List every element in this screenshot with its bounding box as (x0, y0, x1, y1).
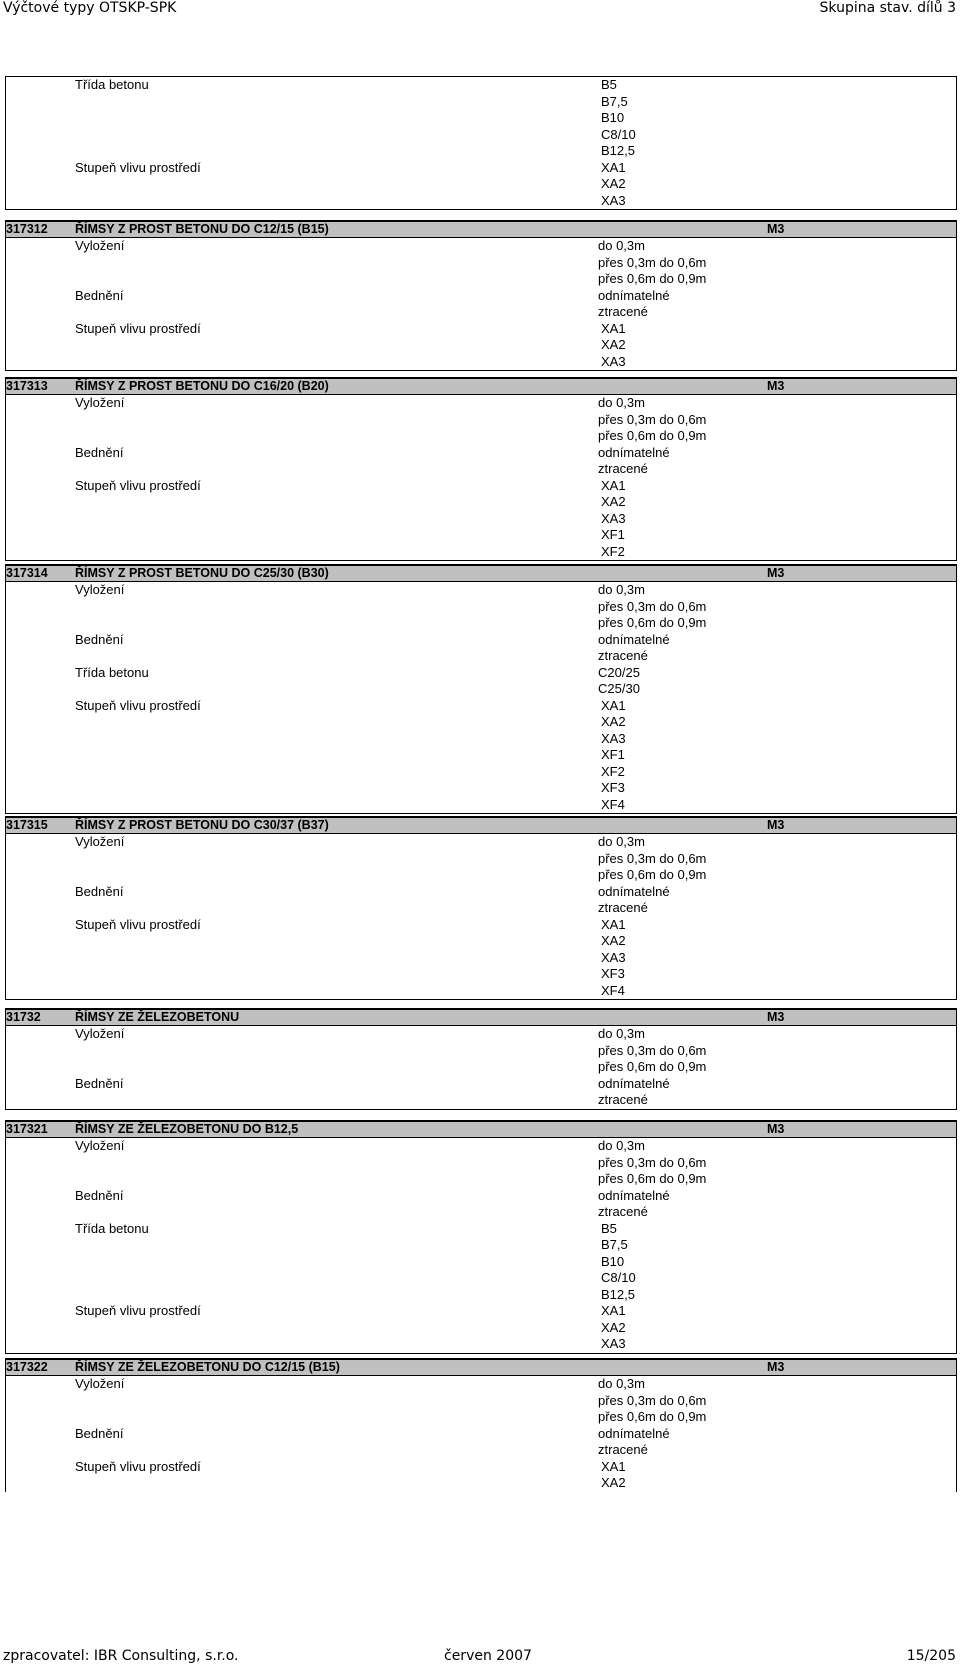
property-value: přes 0,6m do 0,9m (598, 615, 707, 630)
property-value: XF2 (601, 763, 625, 779)
item-code: 317315 (6, 818, 48, 832)
property-value: odnímatelné (598, 287, 670, 303)
property-value: B5 (601, 1220, 617, 1236)
property-label: Vyložení (75, 834, 125, 849)
property-row (6, 1426, 956, 1459)
property-values (598, 884, 956, 917)
property-value: do 0,3m (598, 395, 645, 410)
property-value: XA2 (601, 337, 626, 352)
property-values (598, 1188, 956, 1221)
property-value: přes 0,3m do 0,6m (598, 598, 707, 614)
property-value: XF2 (601, 543, 625, 559)
property-label: Bednění (75, 1075, 124, 1091)
property-values (598, 1026, 956, 1076)
property-values (598, 288, 956, 321)
property-values (598, 1376, 956, 1426)
item-title: ŘÍMSY ZE ŽELEZOBETONU DO B12,5 (75, 1122, 299, 1136)
item-code: 317314 (6, 566, 48, 580)
item-title: ŘÍMSY ZE ŽELEZOBETONU DO C12/15 (B15) (75, 1360, 340, 1374)
property-label: Stupeň vlivu prostředí (75, 320, 201, 336)
property-value: do 0,3m (598, 1376, 645, 1391)
property-row (6, 1076, 956, 1109)
item-code: 317322 (6, 1360, 48, 1374)
property-label: Bednění (75, 444, 124, 460)
property-value: XA3 (601, 510, 626, 526)
property-values (598, 77, 956, 160)
property-row (6, 632, 956, 665)
property-value: přes 0,3m do 0,6m (598, 1392, 707, 1408)
property-value: XA3 (601, 353, 626, 369)
property-value: přes 0,6m do 0,9m (598, 1059, 707, 1074)
property-value: XA2 (601, 494, 626, 509)
property-value: přes 0,3m do 0,6m (598, 1154, 707, 1170)
property-value: C8/10 (601, 1270, 636, 1285)
property-value: XA2 (601, 176, 626, 191)
property-row (6, 1188, 956, 1221)
property-row (6, 160, 956, 210)
property-value: XA1 (601, 1458, 626, 1474)
property-values (598, 665, 956, 698)
property-label: Třída betonu (75, 664, 149, 680)
author-note: zpracovatel: IBR Consulting, s.r.o. (3, 1648, 239, 1664)
item-code: 317313 (6, 379, 48, 393)
property-values (598, 1426, 956, 1459)
item-title: ŘÍMSY Z PROST BETONU DO C25/30 (B30) (75, 566, 329, 580)
property-row (6, 395, 956, 445)
property-row (6, 884, 956, 917)
property-value: XF3 (601, 966, 625, 981)
property-value: XA1 (601, 916, 626, 932)
property-values (598, 1459, 956, 1492)
property-values (598, 1303, 956, 1353)
item-unit: M3 (767, 1122, 785, 1136)
property-value: B10 (601, 1253, 625, 1269)
property-value: odnímatelné (598, 1075, 670, 1091)
property-values (598, 632, 956, 665)
item-code: 317321 (6, 1122, 48, 1136)
item-317313 (5, 377, 957, 561)
property-value: B12,5 (601, 143, 635, 158)
property-label: Stupeň vlivu prostředí (75, 916, 201, 932)
property-value: přes 0,6m do 0,9m (598, 867, 707, 882)
property-value: C25/30 (598, 681, 640, 696)
property-value: B7,5 (601, 93, 628, 109)
property-value: XA3 (601, 949, 626, 965)
property-value: XA1 (601, 1303, 626, 1318)
property-row (6, 917, 956, 1000)
property-value: XF4 (601, 982, 625, 998)
property-label: Třída betonu (75, 77, 149, 92)
property-value: do 0,3m (598, 1138, 645, 1153)
item-317315 (5, 816, 957, 1000)
property-value: ztracené (598, 900, 648, 915)
property-row (6, 698, 956, 814)
property-value: B12,5 (601, 1286, 635, 1302)
item-header (6, 1358, 956, 1376)
property-label: Stupeň vlivu prostředí (75, 1303, 201, 1318)
item-317322 (5, 1358, 957, 1492)
property-label: Stupeň vlivu prostředí (75, 697, 201, 713)
item-header (6, 220, 956, 238)
property-value: XA3 (601, 730, 626, 746)
property-value: do 0,3m (598, 1026, 645, 1041)
property-row (6, 321, 956, 371)
property-values (598, 1138, 956, 1188)
property-row (6, 478, 956, 561)
property-values (598, 238, 956, 288)
property-values (598, 160, 956, 210)
item-header (6, 564, 956, 582)
property-value: ztracené (598, 1092, 648, 1107)
property-label: Vyložení (75, 582, 125, 597)
property-row (6, 1221, 956, 1304)
property-label: Stupeň vlivu prostředí (75, 1458, 201, 1474)
item-unit: M3 (767, 1360, 785, 1374)
property-values (598, 698, 956, 814)
property-value: XA1 (601, 477, 626, 493)
property-value: přes 0,3m do 0,6m (598, 411, 707, 427)
property-row (6, 1459, 956, 1492)
property-row (6, 1138, 956, 1188)
date-note: červen 2007 (444, 1648, 532, 1664)
property-value: ztracené (598, 1442, 648, 1457)
item-unit: M3 (767, 566, 785, 580)
item-title: ŘÍMSY ZE ŽELEZOBETONU (75, 1010, 240, 1024)
page-footer (0, 1648, 960, 1668)
property-value: XF3 (601, 780, 625, 795)
item-unit: M3 (767, 1010, 785, 1024)
item-code: 317312 (6, 222, 48, 236)
property-values (598, 478, 956, 561)
property-row (6, 834, 956, 884)
property-value: přes 0,6m do 0,9m (598, 428, 707, 443)
item-317312 (5, 220, 957, 371)
item-317314 (5, 564, 957, 814)
item-unit: M3 (767, 379, 785, 393)
property-label: Vyložení (75, 238, 125, 253)
property-label: Vyložení (75, 1376, 125, 1391)
property-label: Stupeň vlivu prostředí (75, 159, 201, 175)
item-header (6, 1008, 956, 1026)
property-row (6, 1303, 956, 1353)
item-title: ŘÍMSY Z PROST BETONU DO C30/37 (B37) (75, 818, 329, 832)
property-values (598, 1221, 956, 1304)
property-value: odnímatelné (598, 1425, 670, 1441)
property-value: přes 0,3m do 0,6m (598, 850, 707, 866)
property-value: XF4 (601, 796, 625, 812)
property-row (6, 238, 956, 288)
property-label: Vyložení (75, 1026, 125, 1041)
property-value: C20/25 (598, 664, 640, 680)
property-value: XA1 (601, 159, 626, 175)
property-values (598, 1076, 956, 1109)
property-row (6, 445, 956, 478)
property-row (6, 1026, 956, 1076)
property-value: ztracené (598, 648, 648, 663)
property-row (6, 1376, 956, 1426)
property-row (6, 288, 956, 321)
property-value: B10 (601, 110, 625, 125)
item-header (6, 816, 956, 834)
property-row (6, 665, 956, 698)
property-value: XA3 (601, 1336, 626, 1351)
document-title: Výčtové typy OTSKP-SPK (3, 0, 177, 16)
property-label: Vyložení (75, 1138, 125, 1153)
item-code: 31732 (6, 1010, 41, 1024)
property-value: XA1 (601, 697, 626, 713)
property-value: ztracené (598, 461, 648, 476)
property-label: Bednění (75, 1425, 124, 1441)
property-value: B7,5 (601, 1237, 628, 1252)
property-values (598, 582, 956, 632)
property-value: do 0,3m (598, 582, 645, 597)
property-value: XA3 (601, 192, 626, 208)
item-title: ŘÍMSY Z PROST BETONU DO C12/15 (B15) (75, 222, 329, 236)
page-number: 15/205 (906, 1648, 956, 1664)
item-unit: M3 (767, 222, 785, 236)
property-value: XF1 (601, 527, 625, 542)
property-value: B5 (601, 77, 617, 92)
property-values (598, 917, 956, 1000)
property-value: C8/10 (601, 126, 636, 142)
property-label: Stupeň vlivu prostředí (75, 477, 201, 493)
property-value: ztracené (598, 304, 648, 319)
property-values (598, 321, 956, 371)
property-value: přes 0,6m do 0,9m (598, 1171, 707, 1186)
property-value: do 0,3m (598, 834, 645, 849)
property-label: Bednění (75, 631, 124, 647)
property-value: XA2 (601, 933, 626, 948)
property-label: Bednění (75, 1187, 124, 1203)
property-values (598, 395, 956, 445)
property-value: XA2 (601, 714, 626, 729)
property-label: Bednění (75, 883, 124, 899)
property-value: přes 0,6m do 0,9m (598, 1409, 707, 1424)
item-header (6, 1120, 956, 1138)
property-value: XF1 (601, 747, 625, 762)
property-value: přes 0,3m do 0,6m (598, 254, 707, 270)
item-31732 (5, 1008, 957, 1110)
property-label: Vyložení (75, 395, 125, 410)
item-317321 (5, 1120, 957, 1354)
property-value: XA1 (601, 320, 626, 336)
group-label: Skupina stav. dílů 3 (819, 0, 956, 16)
property-value: odnímatelné (598, 631, 670, 647)
property-value: do 0,3m (598, 238, 645, 253)
property-value: odnímatelné (598, 1187, 670, 1203)
property-row (6, 77, 956, 160)
property-label: Bednění (75, 287, 124, 303)
property-value: přes 0,6m do 0,9m (598, 271, 707, 286)
property-row (6, 582, 956, 632)
property-values (598, 834, 956, 884)
property-value: XA2 (601, 1475, 626, 1490)
item-header (6, 377, 956, 395)
property-value: odnímatelné (598, 444, 670, 460)
property-label: Třída betonu (75, 1220, 149, 1236)
continued-item (5, 76, 957, 210)
property-value: XA2 (601, 1319, 626, 1335)
page-header (0, 0, 960, 20)
item-unit: M3 (767, 818, 785, 832)
property-values (598, 445, 956, 478)
property-value: přes 0,3m do 0,6m (598, 1042, 707, 1058)
property-value: odnímatelné (598, 883, 670, 899)
item-title: ŘÍMSY Z PROST BETONU DO C16/20 (B20) (75, 379, 329, 393)
property-value: ztracené (598, 1204, 648, 1219)
